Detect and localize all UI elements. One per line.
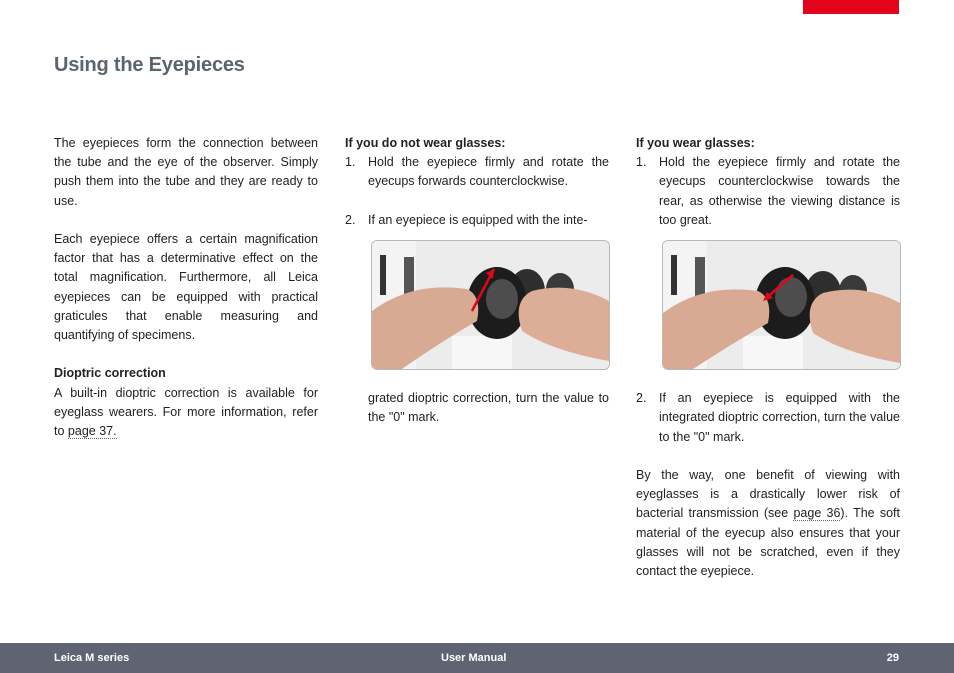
step-number: 1. [345, 155, 356, 170]
no-glasses-step-2-continued: grated dioptric correction, turn the value to the "0" mark. [368, 391, 609, 425]
dioptric-heading: Dioptric correction [54, 366, 166, 381]
column-no-glasses [345, 134, 609, 428]
benefit-text-b: ). The soft material of the eyecup also ensures that your glasses will not be scratched, even if they contact the eyepiece. [636, 506, 901, 579]
step-text: Hold the eyepiece firmly and rotate the eyecups forwards counterclockwise. [368, 155, 609, 189]
benefit-paragraph [636, 466, 900, 581]
no-glasses-step-1 [345, 153, 609, 191]
red-tab-marker [803, 0, 899, 14]
magnification-paragraph: Each eyepiece offers a certain magnification factor that has a determinative effect on the total magnification. Furthermore, all Leica eyepieces can be equipped with practical graticules that enable measuring and quantifying of specimens. [54, 232, 318, 343]
page-title: Using the Eyepieces [54, 54, 245, 76]
no-glasses-heading: If you do not wear glasses: [345, 136, 506, 150]
step-number: 1. [636, 155, 647, 170]
glasses-step-2 [636, 389, 900, 447]
step-text: If an eyepiece is equipped with the inte- [368, 212, 588, 227]
glasses-heading: If you wear glasses: [636, 136, 755, 150]
column-glasses [636, 134, 900, 581]
footer-bar [0, 643, 954, 673]
glasses-step-1 [636, 153, 900, 230]
footer-product-name: Leica M series [54, 652, 130, 664]
footer-page-number: 29 [886, 652, 899, 664]
step-text: If an eyepiece is equipped with the integrated dioptric correction, turn the value to the "0" mark. [659, 391, 900, 444]
step-number: 2. [345, 212, 356, 227]
step-number: 2. [636, 391, 647, 406]
dioptric-paragraph [54, 384, 318, 442]
benefit-text-a: By the way, one benefit of viewing with eyeglasses is a drastically lower risk of bacterial transmission (see [636, 468, 900, 521]
step-text: Hold the eyepiece firmly and rotate the eyecups counterclockwise towards the rear, as otherwise the viewing distance is too great. [659, 155, 900, 227]
page-37-link[interactable]: page 37. [67, 424, 117, 439]
no-glasses-step-2 [345, 211, 609, 230]
footer-document-type: User Manual [441, 652, 507, 664]
eyepiece-rear-rotation-photo [662, 240, 901, 370]
page-36-link[interactable]: page 36 [793, 506, 841, 521]
dioptric-text: A built-in dioptric correction is available for eyeglass wearers. For more information, refer to [54, 385, 318, 439]
eyepiece-forward-rotation-photo [371, 240, 610, 370]
column-intro [54, 134, 318, 441]
intro-paragraph: The eyepieces form the connection between the tube and the eye of the observer. Simply push them into the tube and they are ready to use. [54, 136, 318, 208]
